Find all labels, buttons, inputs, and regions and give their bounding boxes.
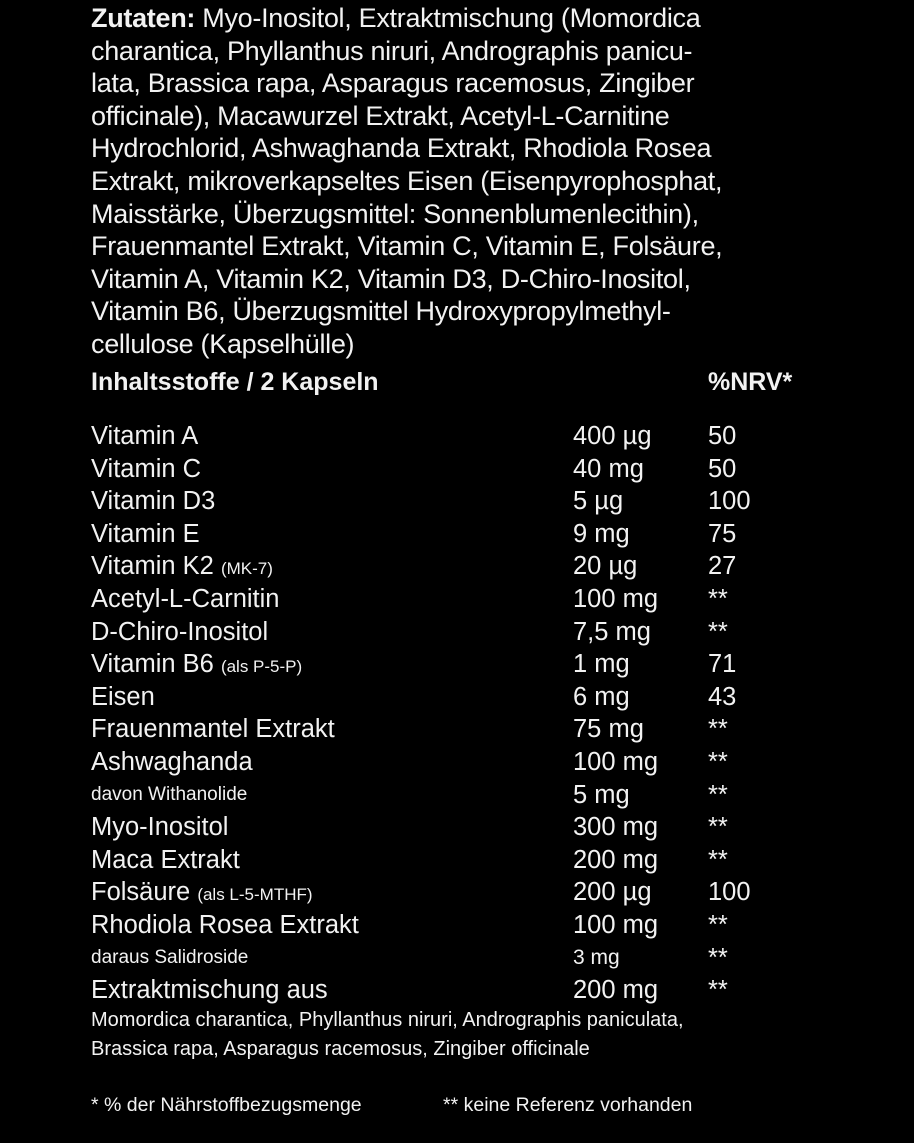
nutrient-label: Frauenmantel Extrakt <box>91 715 335 744</box>
ingredients-paragraph <box>91 0 851 361</box>
nutrient-amount: 20 µg <box>573 552 638 581</box>
nutrient-amount: 9 mg <box>573 519 630 548</box>
nutrient-nrv: ** <box>708 715 728 744</box>
nutrient-nrv: ** <box>708 943 728 972</box>
table-row <box>91 779 851 812</box>
nutrient-nrv: ** <box>708 813 728 842</box>
nutrient-amount: 300 mg <box>573 813 659 842</box>
nutrition-label <box>91 0 851 1116</box>
table-row <box>91 746 851 779</box>
nutrient-name <box>91 811 228 844</box>
nutrient-name <box>91 909 359 942</box>
nutrient-name <box>91 420 198 453</box>
nutrient-label: Vitamin B6 <box>91 650 214 679</box>
table-row <box>91 974 851 1007</box>
nutrient-note: (als P-5-P) <box>220 657 303 677</box>
nutrient-label: Folsäure <box>91 878 191 907</box>
nutrient-label: Ashwaghanda <box>91 747 253 776</box>
header-nrv: %NRV* <box>708 368 793 396</box>
nutrient-amount: 75 mg <box>573 715 644 744</box>
nutrient-nrv: 100 <box>708 487 751 516</box>
nutrient-amount: 6 mg <box>573 682 630 711</box>
nutrient-amount: 7,5 mg <box>573 617 651 646</box>
table-row <box>91 550 851 583</box>
header-ingredients-per-capsules: Inhaltsstoffe / 2 Kapseln <box>91 368 379 396</box>
nutrient-amount: 200 mg <box>573 976 659 1005</box>
nutrient-amount: 200 µg <box>573 878 652 907</box>
table-row <box>91 616 851 649</box>
ingredients-label: Zutaten: <box>91 3 196 33</box>
footnotes <box>91 1094 851 1124</box>
nutrient-name <box>91 518 200 551</box>
nutrient-label: Maca Extrakt <box>91 845 240 874</box>
nutrient-name <box>91 974 328 1007</box>
nutrient-nrv: 50 <box>708 422 737 450</box>
nutrient-note: (als L-5-MTHF) <box>197 885 313 905</box>
table-row <box>91 811 851 844</box>
nutrient-nrv: 100 <box>708 878 751 907</box>
nutrient-label: Eisen <box>91 682 155 711</box>
nutrient-table <box>91 420 851 1007</box>
nutrient-nrv: ** <box>708 910 728 939</box>
table-row <box>91 485 851 518</box>
nutrient-name <box>91 746 253 779</box>
nutrient-nrv: ** <box>708 584 728 613</box>
nutrient-amount: 400 µg <box>573 422 652 450</box>
nutrient-nrv: 75 <box>708 519 737 548</box>
table-header <box>91 368 851 404</box>
nutrient-amount: 100 mg <box>573 747 659 776</box>
nutrient-name <box>91 713 335 746</box>
table-row <box>91 648 851 681</box>
nutrient-label: Vitamin D3 <box>91 487 216 516</box>
table-row <box>91 453 851 486</box>
nutrient-nrv: 50 <box>708 454 737 483</box>
nutrient-name <box>91 648 302 684</box>
table-row <box>91 713 851 746</box>
nutrient-label: Rhodiola Rosea Extrakt <box>91 910 359 939</box>
nutrient-nrv: 71 <box>708 650 737 679</box>
extract-mixture-list: Momordica charantica, Phyllanthus niruri, Andrographis paniculata, Brassica rapa, Asparagus racemosus, Zingiber officinale <box>91 1009 684 1060</box>
nutrient-amount: 100 mg <box>573 584 659 613</box>
nutrient-name <box>91 844 240 877</box>
nutrient-label: daraus Salidroside <box>91 946 249 968</box>
nutrient-amount: 100 mg <box>573 910 659 939</box>
nutrient-name <box>91 485 215 518</box>
nutrient-label: Extraktmischung aus <box>91 976 328 1005</box>
nutrient-name <box>91 681 155 714</box>
nutrient-name <box>91 550 273 586</box>
nutrient-label: Vitamin E <box>91 519 200 548</box>
nutrient-amount: 200 mg <box>573 845 659 874</box>
nutrient-name <box>91 616 268 649</box>
table-row <box>91 876 851 909</box>
ingredients-text: Myo-Inositol, Extraktmischung (Momordica charantica, Phyllanthus niruri, Andrographis panicu- lata, Brassica rapa, Asparagus racemosus, Zingiber officinale), Macawurzel Extrakt, Acetyl-L-Carnitine Hydrochlorid, Ashwaghanda Extrakt, Rhodiola Rosea Extrakt, mikroverkapseltes Eisen (Eisenpyrophosphat, Maisstärke, Überzugsmittel: Sonnenblumenlecithin), Frauenmantel Extrakt, Vitamin C, Vitamin E, Folsäure, Vitamin A, Vitamin K2, Vitamin D3, D-Chiro-Inositol, Vitamin B6, Überzugsmittel Hydroxypropylmethyl- cellulose (Kapselhülle) <box>91 3 723 359</box>
nutrient-name <box>91 876 313 912</box>
table-row <box>91 518 851 551</box>
nutrient-nrv: ** <box>708 617 728 646</box>
nutrient-label: Acetyl-L-Carnitin <box>91 584 280 613</box>
nutrient-amount: 3 mg <box>573 945 620 969</box>
nutrient-note: (MK-7) <box>220 559 273 579</box>
nutrient-nrv: 43 <box>708 682 737 711</box>
nutrient-amount: 5 µg <box>573 487 624 516</box>
nutrient-label: Vitamin A <box>91 422 199 450</box>
nutrient-nrv: ** <box>708 845 728 874</box>
footnote-no-reference: ** keine Referenz vorhanden <box>443 1094 693 1116</box>
nutrient-name <box>91 583 279 616</box>
nutrient-nrv: ** <box>708 780 728 809</box>
nutrient-label: Myo-Inositol <box>91 813 229 842</box>
footnote-nrv: * % der Nährstoffbezugsmenge <box>91 1094 362 1116</box>
nutrient-name <box>91 942 248 975</box>
nutrient-label: D-Chiro-Inositol <box>91 617 269 646</box>
table-row <box>91 942 851 975</box>
nutrient-nrv: 27 <box>708 552 737 581</box>
nutrient-name <box>91 779 247 812</box>
table-row <box>91 583 851 616</box>
nutrient-name <box>91 453 201 486</box>
nutrient-amount: 40 mg <box>573 454 644 483</box>
nutrient-nrv: ** <box>708 976 728 1005</box>
table-row <box>91 844 851 877</box>
table-row <box>91 681 851 714</box>
nutrient-amount: 5 mg <box>573 780 630 809</box>
table-row <box>91 420 851 453</box>
nutrient-label: davon Withanolide <box>91 783 248 805</box>
table-row <box>91 909 851 942</box>
nutrient-amount: 1 mg <box>573 650 630 679</box>
nutrient-label: Vitamin C <box>91 454 202 483</box>
nutrient-nrv: ** <box>708 747 728 776</box>
nutrient-label: Vitamin K2 <box>91 552 214 581</box>
